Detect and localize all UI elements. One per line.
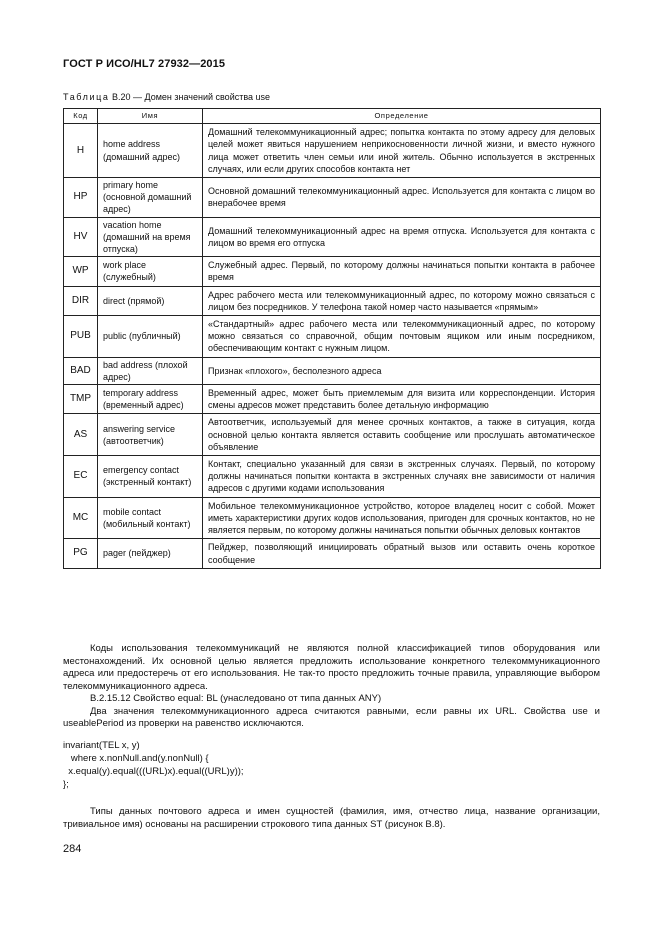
row-name: answering service (автоответчик) — [98, 414, 203, 456]
table-row — [64, 124, 601, 178]
code-line: invariant(TEL x, y) — [63, 740, 140, 751]
row-definition: Признак «плохого», бесполезного адреса — [203, 357, 601, 384]
document-header: ГОСТ Р ИСО/HL7 27932—2015 — [63, 58, 226, 70]
table-body — [64, 124, 601, 569]
column-header-definition: Определение — [203, 109, 601, 124]
row-code: HV — [64, 217, 98, 257]
row-definition: Адрес рабочего места или телекоммуникационный адрес, по которому можно связаться с лицом без посредников. У телефона такой номер часто называется «прямым» — [203, 286, 601, 315]
table-row — [64, 414, 601, 456]
row-code: HP — [64, 178, 98, 218]
paragraph-address-types: Типы данных почтового адреса и имен сущностей (фамилия, имя, отчество лица, название организации, тривиальное имя) основаны на расширении строкового типа данных ST (рисунок В.8). — [63, 806, 600, 830]
body-text — [63, 643, 600, 731]
closing-text — [63, 806, 600, 831]
table-row — [64, 497, 601, 539]
table-row — [64, 286, 601, 315]
row-name: bad address (плохой адрес) — [98, 357, 203, 384]
paragraph-telecom-codes: Коды использования телекоммуникаций не являются полной классификацией типов оборудования или местонахождений. Их основной целью является предложить использование конкретного телекоммуникационного адреса или предостеречь от его использования. Не так-то просто предложить точные правила, управляющие выбором телекоммуникационного адреса. — [63, 643, 600, 692]
row-name: temporary address (временный адрес) — [98, 385, 203, 414]
row-definition: Контакт, специально указанный для связи в экстренных случаях. Первый, по которому должны начинаться попытки контакта в экстренных случаях вне зависимости от наличия адресов с другими кодами использования — [203, 456, 601, 498]
section-heading: B.2.15.12 Свойство equal: BL (унаследовано от типа данных ANY) — [90, 693, 382, 704]
page-number: 284 — [63, 843, 82, 855]
table-row — [64, 385, 601, 414]
invariant-code-block — [63, 739, 244, 791]
table-caption — [63, 92, 270, 102]
row-definition: Служебный адрес. Первый, по которому должны начинаться попытки контакта в рабочее время — [203, 257, 601, 286]
table-row — [64, 539, 601, 568]
row-definition: Пейджер, позволяющий инициировать обратный вызов или оставить очень короткое сообщение — [203, 539, 601, 568]
row-code: H — [64, 124, 98, 178]
row-name: vacation home (домашний на время отпуска) — [98, 217, 203, 257]
row-code: WP — [64, 257, 98, 286]
row-definition: Мобильное телекоммуникационное устройство, которое владелец носит с собой. Может иметь характеристики других кодов использования, пригоден для срочных контактов, но не является первым, по которому должны начинаться попытки обычных деловых контактов — [203, 497, 601, 539]
row-definition: Автоответчик, используемый для менее срочных контактов, а также в ситуация, когда основной целью контакта является оставить сообщение или прослушать автоматическое объявление — [203, 414, 601, 456]
table-row — [64, 456, 601, 498]
row-definition: Временный адрес, может быть приемлемым для визита или корреспонденции. История смены адресов может представить более детальную информацию — [203, 385, 601, 414]
row-code: TMP — [64, 385, 98, 414]
use-values-table — [63, 108, 601, 569]
table-row — [64, 316, 601, 358]
row-name: primary home (основной домашний адрес) — [98, 178, 203, 218]
row-code: AS — [64, 414, 98, 456]
code-line: x.equal(y).equal(((URL)x).equal((URL)y)); — [63, 766, 244, 777]
row-code: EC — [64, 456, 98, 498]
code-line: where x.nonNull.and(y.nonNull) { — [63, 753, 209, 764]
row-name: mobile contact (мобильный контакт) — [98, 497, 203, 539]
row-name: home address (домашний адрес) — [98, 124, 203, 178]
row-name: work place (служебный) — [98, 257, 203, 286]
column-header-code: Код — [64, 109, 98, 124]
table-row — [64, 257, 601, 286]
table-caption-label: Таблица — [63, 92, 110, 102]
table-caption-text: В.20 — Домен значений свойства use — [109, 92, 271, 102]
row-code: PG — [64, 539, 98, 568]
table-row — [64, 357, 601, 384]
row-code: MC — [64, 497, 98, 539]
paragraph-equal: Два значения телекоммуникационного адреса считаются равными, если равны их URL. Свойства use и useablePeriod из проверки на равенство исключаются. — [63, 705, 600, 729]
row-name: pager (пейджер) — [98, 539, 203, 568]
table-row — [64, 178, 601, 218]
row-name: public (публичный) — [98, 316, 203, 358]
code-line: }; — [63, 779, 69, 790]
row-definition: Основной домашний телекоммуникационный адрес. Используется для контакта с лицом во внерабочее время — [203, 178, 601, 218]
row-code: BAD — [64, 357, 98, 384]
row-name: emergency contact (экстренный контакт) — [98, 456, 203, 498]
row-code: PUB — [64, 316, 98, 358]
column-header-name: Имя — [98, 109, 203, 124]
row-name: direct (прямой) — [98, 286, 203, 315]
row-code: DIR — [64, 286, 98, 315]
row-definition: Домашний телекоммуникационный адрес; попытка контакта по этому адресу для деловых целей может явиться нарушением неприкосновенности личной жизни, и вместо нужного лица может ответить член семьи или иной житель. Обычно используется в экстренных случаях, или если других способов контакта нет — [203, 124, 601, 178]
table-row — [64, 217, 601, 257]
row-definition: «Стандартный» адрес рабочего места или телекоммуникационный адрес, по которому можно связаться со справочной, общим почтовым ящиком или иным посредником, обеспечивающим контакт с нужным лицом. — [203, 316, 601, 358]
row-definition: Домашний телекоммуникационный адрес на время отпуска. Используется для контакта с лицом во время его отпуска — [203, 217, 601, 257]
table-header-row — [64, 109, 601, 124]
